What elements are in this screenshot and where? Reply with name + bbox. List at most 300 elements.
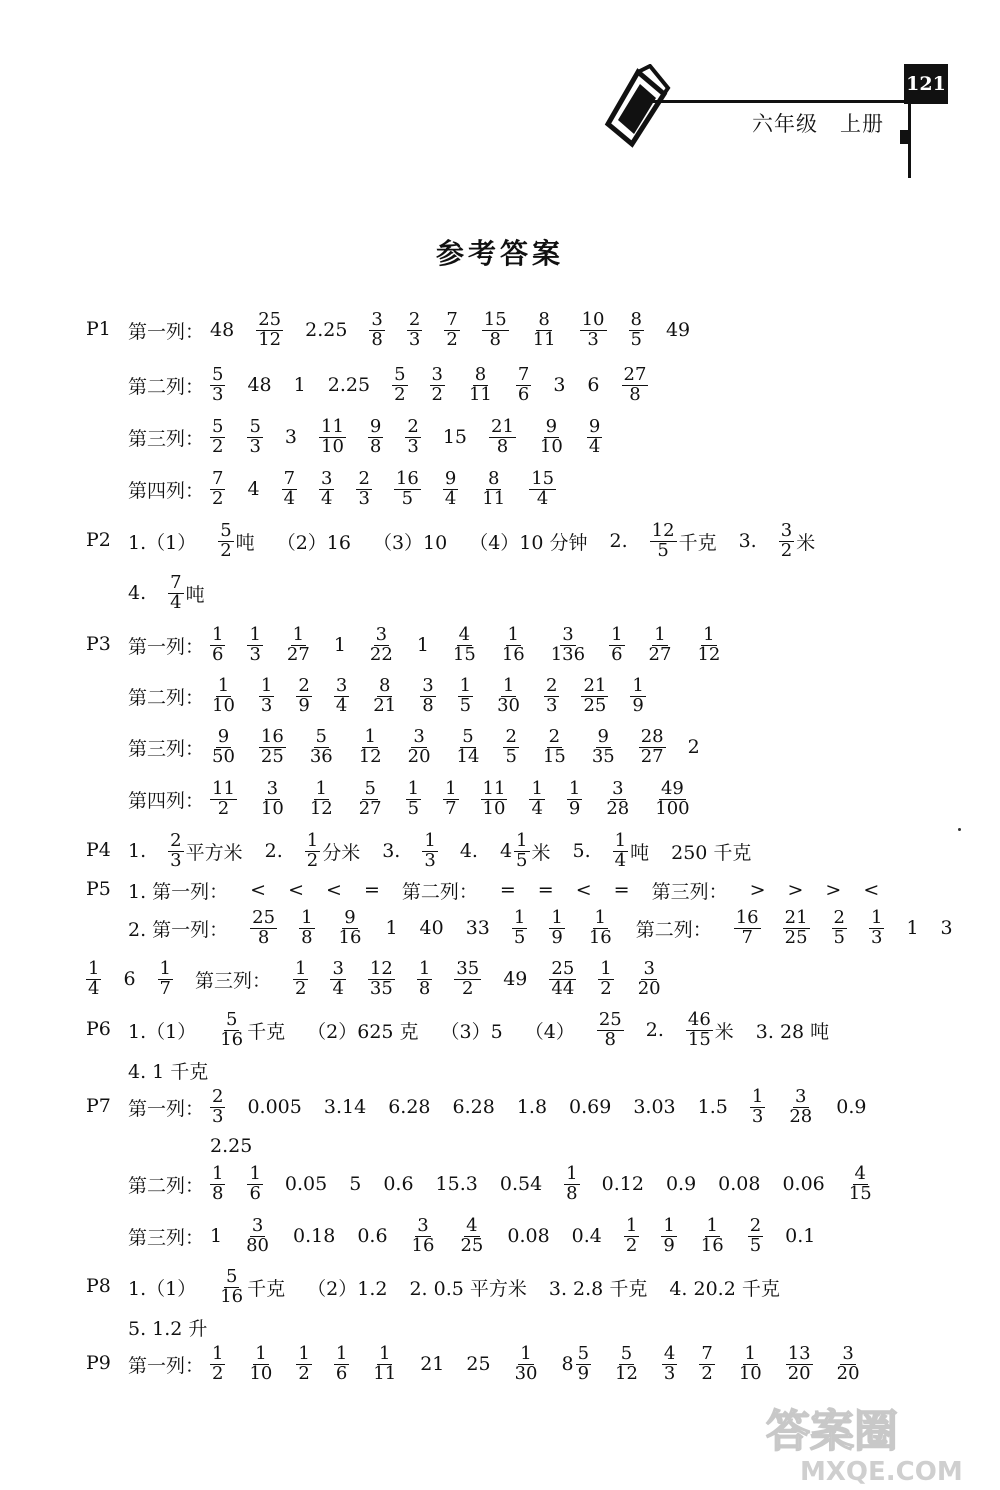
- answer-item: [639, 725, 666, 767]
- fraction: [662, 1342, 677, 1384]
- denominator: 10: [539, 435, 563, 457]
- answer-item: [750, 1085, 765, 1127]
- answer-item: [218, 1008, 286, 1050]
- denominator: 3: [408, 328, 421, 350]
- fraction: [319, 467, 334, 509]
- numerator: 2: [170, 829, 182, 851]
- answer-item: [324, 1096, 366, 1118]
- fraction: [581, 674, 608, 716]
- fraction: [699, 1342, 714, 1384]
- answer-item: [406, 725, 433, 767]
- denominator: 2: [462, 977, 474, 999]
- denominator: 2: [625, 1234, 638, 1256]
- numerator: 11: [212, 777, 235, 799]
- answer-item: [247, 1096, 301, 1118]
- answer-text: 3. 28 吨: [755, 1020, 830, 1043]
- numerator: 16: [260, 725, 284, 747]
- numerator: 2: [407, 415, 419, 437]
- denominator: 3: [212, 383, 224, 405]
- column-label: 第三列：: [128, 737, 205, 760]
- denominator: 8: [212, 1182, 224, 1204]
- numerator: 1: [654, 623, 666, 645]
- answer-item: [368, 415, 383, 457]
- answer-item: [786, 1342, 813, 1384]
- answer-text: 3: [284, 426, 298, 448]
- fraction: [647, 623, 674, 665]
- page-number: 121: [904, 64, 948, 104]
- answer-item: [737, 1342, 764, 1384]
- answer-item: [567, 777, 582, 819]
- answer-text: 5: [349, 1173, 362, 1195]
- answer-item: [293, 957, 308, 999]
- fraction: [629, 308, 644, 350]
- answer-item: [250, 879, 266, 901]
- answer-item: [863, 879, 879, 901]
- denominator: 8: [418, 977, 431, 999]
- unit-text: 吨: [235, 531, 255, 554]
- answer-item: [569, 1096, 611, 1118]
- answer-item: [787, 1085, 814, 1127]
- denominator: 6: [611, 643, 623, 665]
- numerator: 1: [566, 1162, 578, 1184]
- denominator: 2: [394, 383, 406, 405]
- answer-text: 1.: [128, 840, 147, 862]
- fraction: [218, 1008, 245, 1050]
- denominator: 6: [335, 1362, 348, 1384]
- answer-item: [319, 415, 346, 457]
- column-label: 第一列：: [128, 320, 205, 343]
- numerator: 1: [212, 1342, 224, 1364]
- answer-item: [247, 478, 259, 500]
- answer-item: [337, 906, 364, 948]
- answer-item: [210, 467, 225, 509]
- denominator: 8: [629, 383, 641, 405]
- answer-item: [383, 1173, 413, 1195]
- answer-text: 3.: [738, 530, 757, 552]
- fraction: [513, 1342, 540, 1384]
- answer-item: [285, 623, 312, 665]
- fraction: [458, 674, 473, 716]
- denominator: 50: [212, 745, 235, 767]
- denominator: 9: [551, 926, 563, 948]
- answer-item: [564, 1162, 579, 1204]
- denominator: 4: [332, 977, 344, 999]
- answer-item: [420, 917, 444, 939]
- answer-item: [653, 777, 691, 819]
- numerator: 1: [159, 957, 171, 979]
- numerator: 1: [751, 1085, 764, 1107]
- unit-text: 米: [796, 531, 816, 554]
- answer-item: [614, 879, 630, 901]
- numerator: 21: [491, 415, 514, 437]
- denominator: 12: [309, 797, 333, 819]
- denominator: 3: [260, 694, 273, 716]
- numerator: 2: [833, 906, 845, 928]
- answer-item: [364, 879, 380, 901]
- answer-text: 15: [442, 426, 468, 448]
- fraction: [247, 415, 262, 457]
- answer-item: [836, 1096, 866, 1118]
- answer-text: 1.（1）: [128, 1277, 197, 1300]
- answer-item: [443, 467, 458, 509]
- answer-item: [647, 623, 674, 665]
- numerator: 5: [462, 725, 474, 747]
- answer-item: [218, 1265, 286, 1307]
- watermark-text: 答案圈: [766, 1406, 898, 1457]
- answer-item: [750, 879, 766, 901]
- answer-text: 4.: [459, 840, 478, 862]
- answer-item: [296, 1342, 311, 1384]
- fraction: [443, 467, 458, 509]
- speck: [958, 828, 961, 831]
- answer-item: [718, 1173, 760, 1195]
- answer-text: 0.6: [383, 1173, 414, 1195]
- column-label: 第二列：: [128, 375, 205, 398]
- denominator: 2: [295, 977, 307, 999]
- answer-item: [265, 840, 283, 862]
- numerator: 1: [507, 623, 519, 645]
- denominator: 8: [371, 328, 383, 350]
- answer-item: [503, 725, 518, 767]
- answer-item: [443, 426, 467, 448]
- answer-item: [128, 528, 196, 555]
- denominator: 8: [496, 435, 509, 457]
- answer-item: [835, 1342, 862, 1384]
- answer-item: [305, 319, 347, 341]
- denominator: 27: [358, 797, 382, 819]
- numerator: 9: [597, 725, 609, 747]
- numerator: 25: [598, 1008, 622, 1030]
- answer-item: [782, 1173, 824, 1195]
- answer-item: [529, 777, 544, 819]
- answer-item: [307, 1017, 418, 1044]
- denominator: 27: [286, 643, 310, 665]
- answer-item: [500, 623, 527, 665]
- answer-item: [467, 363, 494, 405]
- answer-text: 0.05: [284, 1173, 328, 1195]
- answer-item: [500, 879, 516, 901]
- page-header: [0, 0, 1000, 200]
- denominator: 2: [212, 435, 224, 457]
- fraction: [458, 1214, 485, 1256]
- answer-item: [847, 1162, 874, 1204]
- answer-item: [636, 957, 663, 999]
- answer-item: [698, 1096, 728, 1118]
- fraction: [168, 571, 183, 613]
- denominator: 30: [514, 1362, 538, 1384]
- denominator: 12: [358, 745, 382, 767]
- numerator: 3: [251, 1214, 264, 1236]
- fraction: [371, 674, 398, 716]
- numerator: 10: [581, 308, 605, 330]
- denominator: 9: [577, 1362, 590, 1384]
- fraction: [308, 777, 335, 819]
- fraction: [259, 777, 286, 819]
- answer-item: [604, 777, 631, 819]
- answer-text: 2.: [609, 530, 628, 552]
- denominator: 8: [301, 926, 313, 948]
- answer-item: [466, 917, 490, 939]
- answer-item: [609, 623, 624, 665]
- answer-item: [529, 467, 556, 509]
- answer-item: [296, 674, 311, 716]
- answer-text: 2.25: [327, 374, 371, 396]
- answer-item: [633, 1096, 675, 1118]
- fraction: [392, 363, 407, 405]
- denominator: 2: [220, 539, 232, 561]
- answer-item: [128, 840, 146, 862]
- denominator: 25: [784, 926, 808, 948]
- answer-item: [549, 957, 576, 999]
- denominator: 21: [373, 694, 397, 716]
- fraction: [567, 777, 582, 819]
- numerator: 1: [292, 623, 305, 645]
- answer-item: [334, 674, 349, 716]
- fraction: [259, 725, 286, 767]
- answer-item: [650, 519, 717, 561]
- numerator: 2: [546, 674, 558, 696]
- answer-text: 1.8: [516, 1096, 548, 1118]
- answer-text: 6.28: [388, 1096, 431, 1118]
- answer-item: [869, 906, 884, 948]
- column-label: 第二列：: [128, 686, 205, 709]
- denominator: 2: [431, 383, 443, 405]
- fraction: [653, 777, 691, 819]
- denominator: 5: [657, 539, 669, 561]
- denominator: 25: [460, 1234, 484, 1256]
- answer-item: [458, 674, 473, 716]
- denominator: 11: [468, 383, 492, 405]
- numerator: 2: [749, 1214, 762, 1236]
- fraction: [639, 725, 666, 767]
- denominator: 3: [358, 487, 370, 509]
- fraction: [247, 1342, 274, 1384]
- answer-item: [168, 829, 243, 871]
- answer-text: 1: [210, 1225, 223, 1247]
- fraction: [330, 957, 345, 999]
- answer-item: [587, 415, 602, 457]
- answer-item: [482, 308, 509, 350]
- answer-text: 2. 第一列：: [128, 918, 229, 941]
- unit-text: 米: [714, 1020, 734, 1043]
- numerator: 1: [255, 1342, 267, 1364]
- numerator: 3: [417, 1214, 429, 1236]
- answer-item: [282, 467, 297, 509]
- numerator: 3: [422, 674, 434, 696]
- unit-text: 分米: [322, 841, 361, 864]
- denominator: 4: [88, 977, 100, 999]
- answer-text: 0.06: [782, 1173, 825, 1195]
- fraction: [250, 906, 277, 948]
- answer-row: [128, 775, 714, 823]
- fraction: [210, 1085, 225, 1127]
- fraction: [337, 906, 364, 948]
- numerator: 1: [459, 674, 472, 696]
- answer-text: 15.3: [435, 1173, 478, 1195]
- fraction: [299, 906, 314, 948]
- numerator: 1: [513, 906, 526, 928]
- answer-item: [699, 1342, 714, 1384]
- numerator: 1: [212, 1162, 224, 1184]
- numerator: 5: [315, 725, 327, 747]
- answer-item: [451, 623, 478, 665]
- fraction: [455, 725, 482, 767]
- answer-text: 40: [419, 917, 444, 939]
- answer-item: [788, 879, 804, 901]
- answer-item: [277, 528, 351, 555]
- numerator: 1: [551, 906, 563, 928]
- answer-item: [597, 1008, 624, 1050]
- fraction: [247, 1162, 262, 1204]
- numerator: 25: [551, 957, 575, 979]
- answer-item: [455, 725, 482, 767]
- fraction: [516, 363, 531, 405]
- fraction: [210, 1342, 225, 1384]
- fraction: [538, 415, 565, 457]
- answer-item: [334, 1342, 349, 1384]
- numerator: 3: [795, 1085, 807, 1107]
- numerator: 5: [620, 1342, 633, 1364]
- numerator: 16: [395, 467, 419, 489]
- numerator: 3: [266, 777, 279, 799]
- denominator: 9: [632, 694, 644, 716]
- answer-item: [417, 634, 429, 656]
- answer-text: 48: [210, 319, 235, 341]
- answer-text: （4）: [524, 1020, 575, 1043]
- denominator: 7: [445, 797, 457, 819]
- answer-item: [334, 634, 346, 656]
- numerator: 7: [283, 467, 296, 489]
- answer-item: [210, 623, 225, 665]
- numerator: 3: [643, 957, 655, 979]
- book-logo-icon: [598, 64, 678, 148]
- denominator: 11: [532, 328, 556, 350]
- denominator: 7: [159, 977, 171, 999]
- answer-item: [210, 777, 237, 819]
- numerator: 1: [249, 1162, 261, 1184]
- numerator: 3: [321, 467, 333, 489]
- numerator: 3: [332, 957, 344, 979]
- numerator: 1: [871, 906, 883, 928]
- denominator: 5: [749, 1234, 762, 1256]
- denominator: 12: [615, 1362, 638, 1384]
- answer-item: [259, 777, 286, 819]
- answer-item: [458, 1214, 485, 1256]
- denominator: 4: [283, 487, 296, 509]
- numerator: 1: [594, 906, 606, 928]
- denominator: 8: [422, 694, 434, 716]
- fraction: [259, 674, 274, 716]
- answer-text: 1. 第一列：: [128, 880, 229, 903]
- answer-item: [410, 1214, 437, 1256]
- fraction: [210, 674, 237, 716]
- answer-item: [406, 777, 421, 819]
- denominator: 9: [298, 694, 310, 716]
- numerator: 1: [614, 829, 627, 851]
- numerator: 49: [660, 777, 684, 799]
- answer-text: =: [363, 879, 380, 901]
- numerator: 28: [640, 725, 664, 747]
- unit-text: 平方米: [185, 841, 243, 864]
- fraction: [417, 957, 432, 999]
- answer-text: 25: [466, 1353, 491, 1375]
- numerator: 1: [600, 957, 612, 979]
- answer-item: [512, 906, 527, 948]
- denominator: 15: [452, 643, 476, 665]
- denominator: 8: [257, 926, 270, 948]
- answer-item: [357, 777, 384, 819]
- numerator: 5: [225, 1008, 238, 1030]
- answer-item: [247, 415, 262, 457]
- numerator: 1: [625, 1214, 638, 1236]
- denominator: 2: [212, 487, 224, 509]
- answer-item: [783, 906, 810, 948]
- answer-item: [516, 363, 531, 405]
- answer-text: 1.5: [697, 1096, 728, 1118]
- numerator: 1: [418, 957, 431, 979]
- numerator: 4: [854, 1162, 866, 1184]
- denominator: 4: [321, 487, 333, 509]
- numerator: 1: [703, 623, 715, 645]
- answer-text: <: [863, 879, 880, 901]
- problem-page-label: P4: [86, 839, 111, 861]
- numerator: 3: [371, 308, 383, 330]
- answer-text: 3.03: [633, 1096, 676, 1118]
- denominator: 8: [604, 1028, 616, 1050]
- denominator: 8: [566, 1182, 578, 1204]
- problem-page-label: P5: [86, 878, 111, 900]
- answer-item: [368, 623, 395, 665]
- numerator: 3: [375, 623, 388, 645]
- answer-text: =: [613, 879, 630, 901]
- answer-item: [587, 906, 614, 948]
- answer-item: [210, 1342, 225, 1384]
- answer-item: [402, 877, 478, 904]
- numerator: 16: [735, 906, 759, 928]
- fraction: [285, 623, 312, 665]
- unit-text: 千克: [247, 1277, 286, 1300]
- answer-item: [671, 838, 751, 865]
- numerator: 1: [531, 777, 543, 799]
- answer-item: [507, 1225, 549, 1247]
- answer-text: （3）5: [440, 1020, 503, 1043]
- answer-item: [158, 957, 173, 999]
- answer-item: [210, 319, 234, 341]
- fraction: [847, 1162, 874, 1204]
- answer-item: [662, 1342, 677, 1384]
- answer-item: [247, 1342, 274, 1384]
- answer-text: 2.: [645, 1019, 664, 1041]
- answer-item: [356, 467, 371, 509]
- unit-text: 千克: [247, 1020, 286, 1043]
- numerator: 1: [306, 829, 319, 851]
- answer-item: [906, 917, 918, 939]
- numerator: 1: [260, 674, 273, 696]
- answer-row: [128, 723, 722, 771]
- answer-text: 49: [665, 319, 691, 341]
- denominator: 5: [505, 745, 517, 767]
- answer-text: 第三列：: [195, 969, 272, 992]
- page-title: 参考答案: [435, 237, 564, 270]
- fraction: [624, 1214, 639, 1256]
- fraction: [549, 623, 587, 665]
- answer-text: 0.1: [785, 1225, 816, 1247]
- denominator: 100: [655, 797, 690, 819]
- answer-text: （3）10: [372, 531, 448, 554]
- denominator: 20: [407, 745, 431, 767]
- answer-item: [460, 840, 478, 862]
- numerator: 1: [744, 1342, 756, 1364]
